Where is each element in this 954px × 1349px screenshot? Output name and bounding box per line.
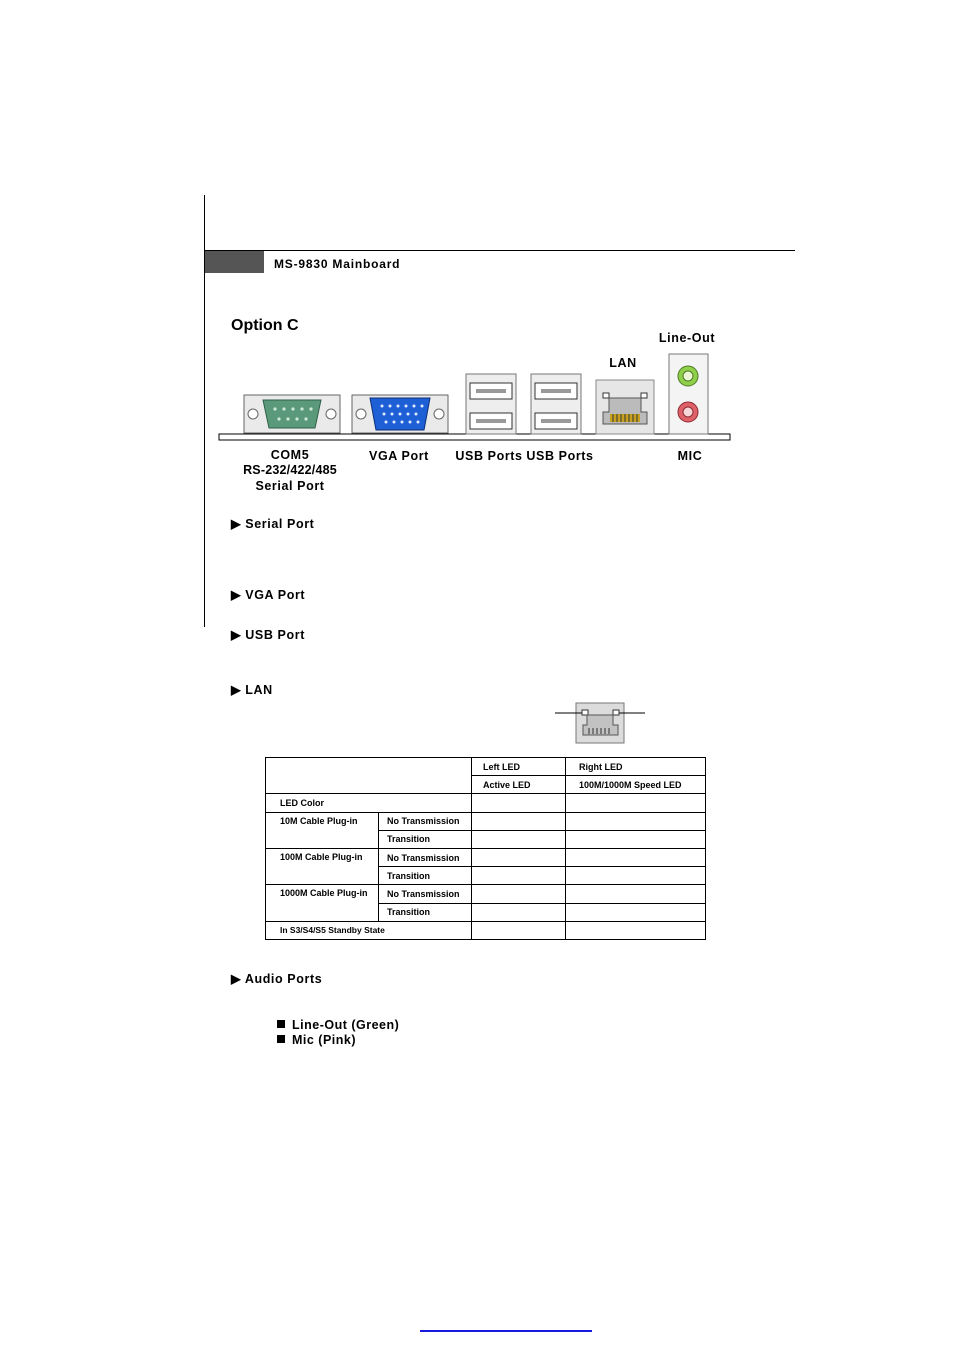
vga-port-label: VGA Port [369,449,429,463]
header-rule [204,250,795,251]
audio-item-line-out [277,1018,399,1032]
no-transmission-label: No Transmission [379,885,472,903]
left-led-header: Left LED [472,758,566,776]
lan-led-table [265,757,706,940]
header-title: MS-9830 Mainboard [274,257,401,271]
section-serial-port: ▶ Serial Port [231,517,315,531]
com-label: COM5 [270,448,310,462]
com-standard-label: RS-232/422/485 [243,463,337,477]
bullet-square-icon [277,1035,285,1043]
table-row [266,848,706,866]
cable-100m-label: 100M Cable Plug-in [266,848,379,884]
table-row [266,758,706,776]
back-panel-diagram [215,350,735,445]
line-out-label: Line-Out [658,331,716,345]
table-row [266,921,706,939]
lan-led-diagram [555,701,647,745]
usb-port-icon [531,374,581,434]
bullet-square-icon [277,1020,285,1028]
transition-label: Transition [379,830,472,848]
audio-item-mic [277,1033,356,1047]
transition-label: Transition [379,867,472,885]
usb-ports-label-1: USB Ports [455,449,523,463]
no-transmission-label: No Transmission [379,848,472,866]
section-lan: ▶ LAN [231,683,273,697]
transition-label: Transition [379,903,472,921]
lan-label: LAN [609,356,637,370]
standby-state-label: In S3/S4/S5 Standby State [266,921,472,939]
audio-item-line-out-label: Line-Out (Green) [292,1018,400,1032]
mic-label: MIC [677,449,703,463]
serial-port-icon [244,395,340,433]
section-audio-ports-title: Audio Ports [244,972,323,986]
page-title: Option C [231,317,299,334]
section-serial-port-title: Serial Port [245,517,315,531]
active-led-header: Active LED [472,776,566,794]
section-lan-title: LAN [245,683,273,697]
speed-led-header: 100M/1000M Speed LED [566,776,706,794]
section-audio-ports: ▶ Audio Ports [231,972,323,986]
section-usb-port: ▶ USB Port [231,628,305,642]
section-vga-port: ▶ VGA Port [231,588,306,602]
cable-10m-label: 10M Cable Plug-in [266,812,379,848]
table-row [266,794,706,812]
table-row [266,885,706,903]
led-color-row-label: LED Color [266,794,472,812]
usb-ports-label-2: USB Ports [526,449,594,463]
no-transmission-label: No Transmission [379,812,472,830]
right-led-header: Right LED [566,758,706,776]
header-tab [205,251,264,273]
audio-item-mic-label: Mic (Pink) [292,1033,357,1047]
serial-port-label: Serial Port [255,479,325,493]
audio-jacks-icon [669,354,708,434]
cable-1000m-label: 1000M Cable Plug-in [266,885,379,921]
footer-link-underline[interactable] [420,1330,592,1332]
section-usb-port-title: USB Port [245,628,305,642]
section-vga-port-title: VGA Port [245,588,306,602]
vga-port-icon [352,395,448,433]
usb-port-icon [466,374,516,434]
table-row [266,812,706,830]
lan-port-icon [596,380,654,434]
